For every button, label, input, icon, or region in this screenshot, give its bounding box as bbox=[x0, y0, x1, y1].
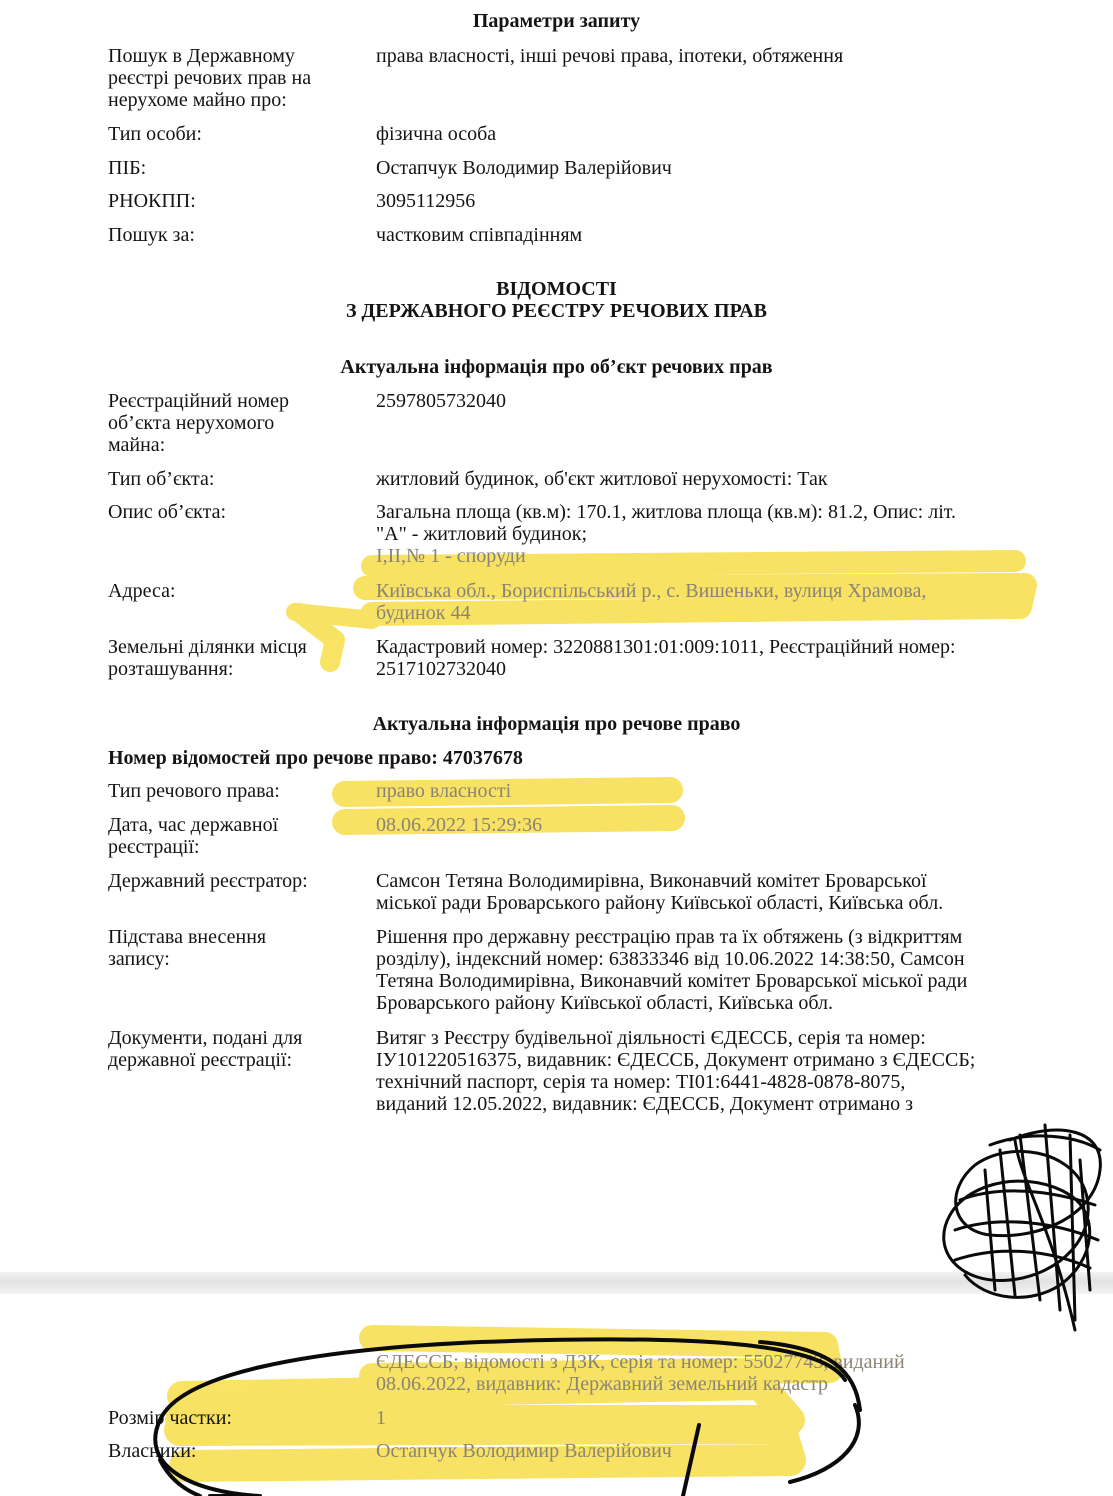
address-value-2: будинок 44 bbox=[376, 602, 471, 624]
continuation-documents-2: 08.06.2022, видавник: Державний земельний кадастр bbox=[376, 1373, 829, 1395]
name-value: Остапчук Володимир Валерійович bbox=[376, 157, 672, 179]
documents-value-1: Витяг з Реєстру будівельної діяльності ЄДЕССБ, серія та номер: bbox=[376, 1027, 926, 1049]
basis-value-2: розділу), індексний номер: 63833346 від 10.06.2022 14:38:50, Самсон bbox=[376, 948, 965, 970]
search-in-label-1: Пошук в Державному bbox=[108, 45, 295, 67]
land-value-1: Кадастровий номер: 3220881301:01:009:1011, Реєстраційний номер: bbox=[376, 636, 956, 658]
basis-label-1: Підстава внесення bbox=[108, 926, 267, 948]
right-type-label: Тип речового права: bbox=[108, 780, 280, 802]
record-number: Номер відомостей про речове право: 47037678 bbox=[108, 747, 523, 769]
basis-value-4: Броварського району Київської області, Київська обл. bbox=[376, 992, 833, 1014]
search-by-value: частковим співпадінням bbox=[376, 224, 583, 246]
rnokpp-value: 3095112956 bbox=[376, 190, 476, 212]
search-by-label: Пошук за: bbox=[108, 224, 195, 246]
rnokpp-label: РНОКПП: bbox=[108, 190, 196, 212]
owners-value: Остапчук Володимир Валерійович bbox=[376, 1440, 672, 1462]
description-value-1: Загальна площа (кв.м): 170.1, житлова площа (кв.м): 81.2, Опис: літ. bbox=[376, 501, 956, 523]
documents-value-2: ІУ101220516375, видавник: ЄДЕССБ, Документ отримано з ЄДЕССБ; bbox=[376, 1049, 976, 1071]
documents-label-2: державної реєстрації: bbox=[108, 1049, 293, 1071]
report-title-1: ВІДОМОСТІ bbox=[496, 278, 617, 300]
documents-label-1: Документи, подані для bbox=[108, 1027, 303, 1049]
person-type-label: Тип особи: bbox=[108, 123, 202, 145]
basis-label-2: запису: bbox=[108, 948, 170, 970]
basis-value-1: Рішення про державну реєстрацію прав та їх обтяжень (з відкриттям bbox=[376, 926, 963, 948]
basis-value-3: Тетяна Володимирівна, Виконавчий комітет Броварської міської ради bbox=[376, 970, 968, 992]
object-type-value: житловий будинок, об'єкт житлової нерухомості: Так bbox=[376, 468, 828, 490]
address-label: Адреса: bbox=[108, 580, 176, 602]
person-type-value: фізична особа bbox=[376, 123, 497, 145]
scribble-redaction bbox=[944, 1125, 1101, 1330]
registrar-value-2: міської ради Броварського району Київської області, Київська обл. bbox=[376, 892, 944, 914]
reg-number-value: 2597805732040 bbox=[376, 390, 506, 412]
reg-date-label-1: Дата, час державної bbox=[108, 814, 279, 836]
description-value-2: "А" - житловий будинок; bbox=[376, 523, 588, 545]
documents-value-4: виданий 12.05.2022, видавник: ЄДЕССБ, Документ отримано з bbox=[376, 1093, 914, 1115]
registrar-value-1: Самсон Тетяна Володимирівна, Виконавчий комітет Броварської bbox=[376, 870, 927, 892]
object-section-title: Актуальна інформація про об’єкт речових прав bbox=[340, 356, 773, 378]
pen-stroke bbox=[683, 1425, 699, 1496]
query-title: Параметри запиту bbox=[472, 10, 641, 32]
reg-number-label-3: майна: bbox=[108, 434, 166, 456]
right-section-title: Актуальна інформація про речове право bbox=[372, 713, 741, 735]
reg-number-label-1: Реєстраційний номер bbox=[108, 390, 289, 412]
search-in-label-3: нерухоме майно про: bbox=[108, 89, 287, 111]
description-label: Опис об’єкта: bbox=[108, 501, 227, 523]
registrar-label: Державний реєстратор: bbox=[108, 870, 308, 892]
name-label: ПІБ: bbox=[108, 157, 147, 179]
search-in-label-2: реєстрі речових прав на bbox=[108, 67, 312, 89]
page-break bbox=[0, 1272, 1113, 1294]
reg-number-label-2: об’єкта нерухомого bbox=[108, 412, 275, 434]
reg-date-label-2: реєстрації: bbox=[108, 836, 200, 858]
continuation-documents-1: ЄДЕССБ; відомості з ДЗК, серія та номер: 55027743, виданий bbox=[376, 1351, 905, 1373]
right-type-value: право власності bbox=[376, 780, 512, 802]
share-value: 1 bbox=[376, 1407, 386, 1429]
documents-value-3: технічний паспорт, серія та номер: ТІ01:6441-4828-0878-8075, bbox=[376, 1071, 906, 1093]
land-value-2: 2517102732040 bbox=[376, 658, 506, 680]
object-type-label: Тип об’єкта: bbox=[108, 468, 215, 490]
address-value-1: Київська обл., Бориспільський р., с. Вишеньки, вулиця Храмова, bbox=[376, 580, 927, 602]
description-value-3: І,ІІ,№ 1 - споруди bbox=[376, 545, 526, 567]
highlight-land bbox=[295, 612, 372, 620]
report-title-2: З ДЕРЖАВНОГО РЕЄСТРУ РЕЧОВИХ ПРАВ bbox=[345, 300, 768, 322]
reg-date-value: 08.06.2022 15:29:36 bbox=[376, 814, 543, 836]
owners-label: Власники: bbox=[108, 1440, 197, 1462]
land-label-2: розташування: bbox=[108, 658, 234, 680]
share-label: Розмір частки: bbox=[108, 1407, 232, 1429]
land-label-1: Земельні ділянки місця bbox=[108, 636, 307, 658]
search-in-value: права власності, інші речові права, іпотеки, обтяження bbox=[376, 45, 844, 67]
